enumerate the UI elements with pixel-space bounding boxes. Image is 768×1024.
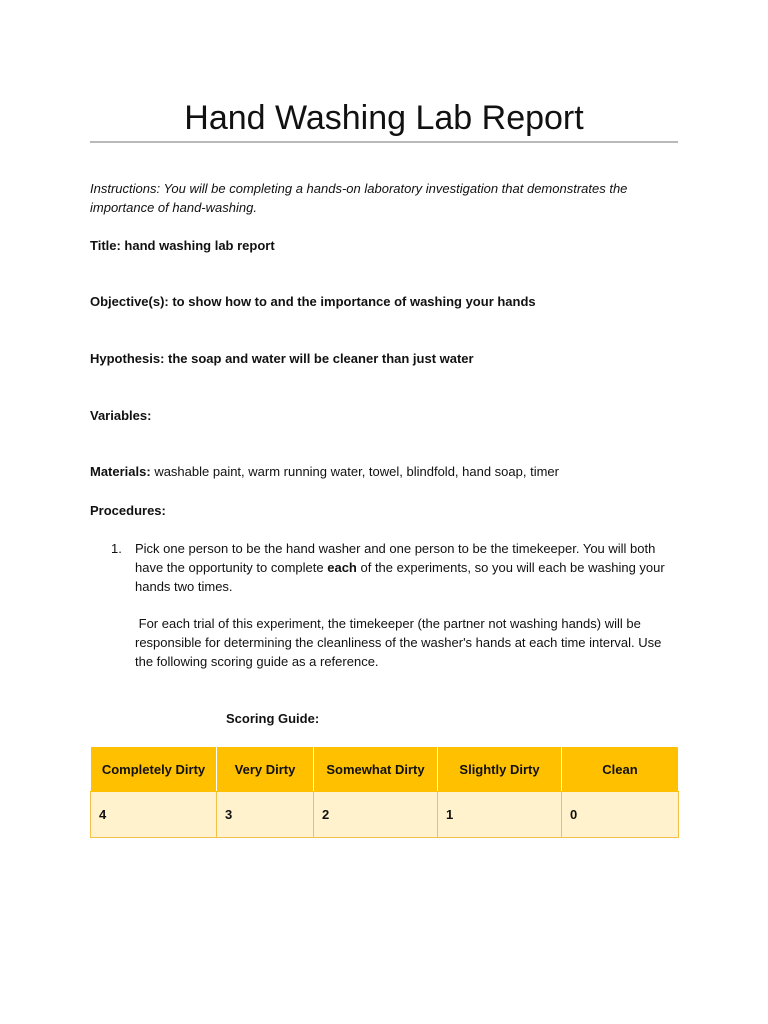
procedure-paragraph-2: For each trial of this experiment, the timekeeper (the partner not washing hands) will be responsible for determining the cleanliness of the washer's hands at each time interval. Use the following scoring guide as a reference. [135, 616, 665, 669]
hypothesis-line: Hypothesis: the soap and water will be cleaner than just water [90, 351, 474, 366]
instructions-text: Instructions: You will be completing a hands-on laboratory investigation that demonstrates the importance of hand-washing. [90, 181, 628, 215]
header-cell: Clean [562, 747, 679, 792]
procedure-emphasis: each [327, 560, 357, 575]
materials-value: washable paint, warm running water, towel, blindfold, hand soap, timer [150, 464, 559, 479]
score-cell: 1 [438, 792, 562, 838]
procedure-text-part: Pick one person to be the hand washer and one person to be the timekeeper. You will both have the opportunity to complete [135, 541, 656, 575]
scoring-guide-table [90, 746, 679, 838]
header-cell: Completely Dirty [91, 747, 217, 792]
score-cell: 0 [562, 792, 679, 838]
title-divider [90, 141, 678, 143]
header-cell: Slightly Dirty [438, 747, 562, 792]
score-cell: 3 [217, 792, 314, 838]
page-title: Hand Washing Lab Report [184, 99, 584, 137]
header-cell: Very Dirty [217, 747, 314, 792]
score-cell: 4 [91, 792, 217, 838]
header-cell: Somewhat Dirty [314, 747, 438, 792]
procedures-heading: Procedures: [90, 503, 166, 518]
report-title-line: Title: hand washing lab report [90, 238, 275, 253]
procedure-number: 1. [111, 541, 122, 556]
objective-line: Objective(s): to show how to and the importance of washing your hands [90, 294, 536, 309]
score-cell: 2 [314, 792, 438, 838]
scoring-guide-label: Scoring Guide: [226, 711, 320, 726]
procedure-step-text [135, 539, 675, 596]
procedure-text-part: of the experiments, so you will each be washing your hands two times. [135, 560, 665, 594]
table-header-row [91, 747, 679, 792]
materials-label: Materials: [90, 464, 151, 479]
variables-line: Variables: [90, 408, 152, 423]
materials-line [90, 462, 680, 481]
table-row [91, 792, 679, 838]
